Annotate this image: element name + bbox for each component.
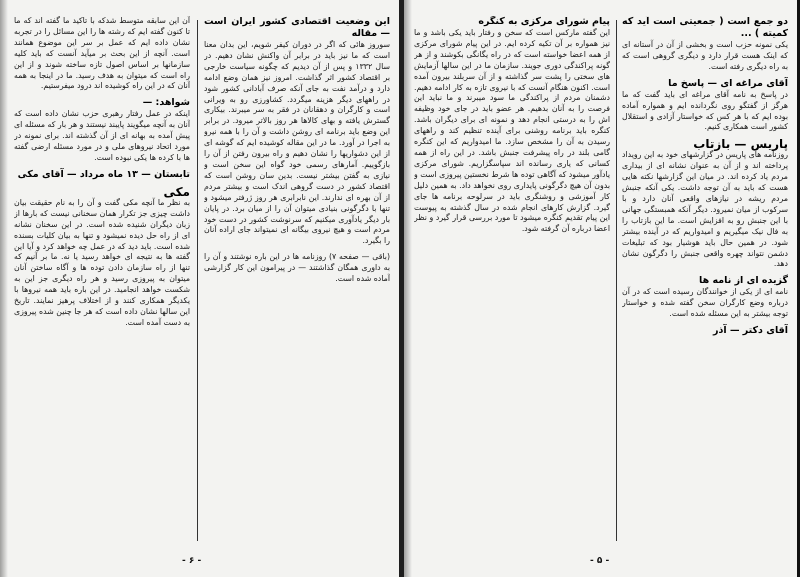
article-heading: دو جمع است ( جمعیتی است آید که کمیته ) ... bbox=[622, 16, 788, 39]
article-body: یکی نمونه حزب است و بخشی از آن در آستانه ای که اینک هست قرار دارد و دیگری گروهی است که به راه دیگری رفته است. bbox=[622, 40, 788, 71]
left-page-outer-column bbox=[14, 16, 190, 547]
article-entry bbox=[14, 97, 190, 164]
article-body: نامه ای از یکی از خوانندگان رسیده است که در آن درباره وضع کارگران سخن گفته شده و خواستار توجه بیشتر به این مسئله شده است. bbox=[622, 287, 788, 319]
article-heading: مکی bbox=[163, 184, 190, 199]
article-entry bbox=[204, 252, 390, 285]
article-entry bbox=[14, 186, 190, 329]
footer-note: آقای دکتر — آذر bbox=[713, 325, 788, 337]
article-heading: پیام شورای مرکزی به کنگره bbox=[478, 16, 610, 27]
left-page bbox=[0, 0, 399, 577]
right-page bbox=[404, 0, 800, 577]
right-page-inner-column bbox=[414, 16, 610, 547]
article-body: در پاسخ به نامه آقای مراغه ای باید گفت که ما هرگز از گفتگو روی نگردانده ایم و همواره آماده بوده ایم که با هر کس که خواستار آزادی و استقلال کشور است همکاری کنیم. bbox=[622, 89, 788, 132]
article-heading: این وضعیت اقتصادی کشور ایران است — مقاله bbox=[204, 16, 390, 39]
article-entry bbox=[622, 275, 788, 320]
page-number: - ۵ - bbox=[590, 556, 610, 566]
page-number: - ۶ - bbox=[182, 556, 202, 566]
article-entry bbox=[14, 16, 190, 92]
article-heading: گزیده ای از نامه ها bbox=[699, 275, 788, 287]
article-heading: شواهد: — bbox=[142, 97, 190, 109]
article-body: آن این سابقه متوسط شدکه با تاکید ما گفته اند که ما تا کنون گفته ایم که رشته ها را این مسائل را در تجربه نشان داده ایم که عمل بر سر این موضوع همانند است. آنچه از این بحث بر میآید آنست که باید کلیه سازمانها بر اساس اصول تازه ساخته شوند و از این راه است که میتوان به هدف رسید. ما در اینجا به همه آنان که در این راه کوشیده اند درود میفرستیم. bbox=[14, 16, 190, 91]
article-body: اینکه در عمل رفتار رهبری حزب نشان داده است که آنان به آنچه میگویند پایبند نیستند و هر بار که مسئله ای پیش آمده به بهانه ای از آن گذشته اند. برای نمونه در مورد اتحاد نیروهای ملی و در مورد مسئله ارضی گفته ها با کرده ها یکی نبوده است. bbox=[14, 109, 190, 162]
article-body: به نظر ما آنچه مکی گفت و آن را به نام حقیقت بیان داشت چیزی جز تکرار همان سخنانی نیست که بارها از زبان دیگران شنیده شده است. در این سخنان نشانه ای از راه حل دیده نمیشود و تنها به بیان کلیات بسنده شده است. باید دید که در عمل چه خواهد کرد و آیا این گفته ها به نتیجه ای خواهد رسید یا نه. ما بر آنیم که تنها از راه سازمان دادن توده ها و آگاه ساختن آنان میتوان به پیروزی رسید و هر راه دیگری جز این به شکست خواهد انجامید. در این باره باید همه نیروها با یکدیگر همکاری کنند و از اختلاف پرهیز نمایند. تاریخ این سالها نشان داده است که هر جا چنین شده پیروزی به دست آمده است. bbox=[14, 197, 190, 327]
article-body: (باقی — صفحه ۷) روزنامه ها در این باره نوشتند و آن را به داوری همگان گذاشتند — در پیرامون این کار گزارشی آماده شده است. bbox=[204, 252, 390, 284]
column-rule bbox=[197, 20, 198, 541]
article-heading: تابستان — ۱۳ ماه مرداد — آقای مکی bbox=[17, 168, 190, 180]
article-body: روزنامه های پاریس در گزارشهای خود به این رویداد پرداخته اند و از آن به عنوان نشانه ای از بیداری مردم یاد کرده اند. در میان این گزارشها نکته هایی هست که باید به آن توجه داشت. یکی آنکه جنبش مردم ریشه در نیازهای واقعی آنان دارد و با سرکوب از میان نمیرود. دیگر آنکه همبستگی جهانی با این جنبش رو به افزایش است. ما این بازتاب را به فال نیک میگیریم و امیدواریم که در آینده بیشتر شود. در همین حال باید هوشیار بود که تبلیغات دشمن نتواند چهره واقعی جنبش را دگرگون نشان دهد. bbox=[622, 150, 788, 269]
article-entry bbox=[622, 78, 788, 134]
article-entry bbox=[204, 16, 390, 247]
article-heading: پاریس — بازتاب bbox=[693, 137, 788, 152]
article-body: این گفته مارکس است که سخن و رفتار باید یکی باشد و ما نیز همواره بر آن تکیه کرده ایم. در این پیام شورای مرکزی از همه اعضا خواسته است که در راه یگانگی بکوشند و از هر گونه پراکندگی دوری جویند. سازمان ما در این سالها آزمایش های سختی را پشت سر گذاشته و از آن سربلند بیرون آمده است. اکنون هنگام آنست که با نیروی تازه به کار ادامه دهیم. دشمنان مردم از پراکندگی ما سود میبرند و ما نباید این فرصت را به آنان بدهیم. هر عضو باید در جای خود وظیفه اش را به درستی انجام دهد و نمونه ای برای دیگران باشد. کنگره باید برنامه روشنی برای آینده تنظیم کند و راههای رسیدن به آن را مشخص سازد. ما امیدواریم که این کنگره گامی بلند در راه پیشرفت جنبش باشد. در این راه از همه کسانی که یاری رسانده اند سپاسگزاریم. شورای مرکزی یادآور میشود که آگاهی توده ها شرط نخستین پیروزی است و بدون آن هیچ دگرگونی پایداری روی نخواهد داد. به همین دلیل کار آموزشی و روشنگری باید در سرلوحه برنامه ها جای گیرد. گزارش کارهای انجام شده در سال گذشته به پیوست این پیام تقدیم کنگره میشود تا مورد بررسی قرار گیرد و نظر اعضا درباره آن گرفته شود. bbox=[414, 28, 610, 234]
article-body: سوروز هائی که اگر در دوران کیفر شویم، این بدان معنا است که ما نیز باید در برابر آن واکنش نشان دهیم. در سال ۱۳۳۲ و پس از آن دیدیم که چگونه سیاست خارجی بر اقتصاد کشور اثر گذاشت. امروز نیز همان وضع ادامه دارد و درآمد نفت به جای آنکه صرف آبادانی کشور شود در راههای دیگر هزینه میگردد. کشاورزی رو به ویرانی است و کارگران و دهقانان در فقر به سر میبرند. بیکاری گسترش یافته و بهای کالاها هر روز بالاتر میرود. در برابر این وضع باید برنامه ای روشن داشت و آن را با همه نیرو به اجرا در آورد. ما در این مقاله کوشیده ایم که گوشه ای از این دشواریها را نشان دهیم و راه بیرون رفتن از آن را بازگوییم. آمارهای رسمی خود گواه این سخن است و نیازی به گفتن بیشتر نیست. بدین سان روشن است که اقتصاد کشور در دست گروهی اندک است و بیشتر مردم از آن بهره ای ندارند. این نابرابری هر روز ژرفتر میشود و تنها با دگرگونی بنیادی میتوان آن را از میان برد. در پایان بار دیگر یادآوری میکنیم که سرنوشت کشور در دست خود مردم است و هیچ نیروی بیگانه ای نمیتواند جای اراده آنان را بگیرد. bbox=[204, 40, 390, 246]
article-entry bbox=[622, 325, 788, 337]
page-edge-shadow bbox=[0, 0, 8, 577]
article-entry bbox=[414, 16, 610, 235]
article-heading: آقای مراغه ای — پاسخ ما bbox=[668, 77, 788, 89]
article-entry bbox=[622, 138, 788, 270]
article-entry bbox=[622, 16, 788, 73]
page-edge-shadow bbox=[404, 0, 412, 577]
left-page-inner-column bbox=[204, 16, 390, 547]
right-page-outer-column bbox=[622, 16, 788, 547]
column-rule bbox=[616, 20, 617, 541]
article-entry bbox=[14, 169, 190, 181]
